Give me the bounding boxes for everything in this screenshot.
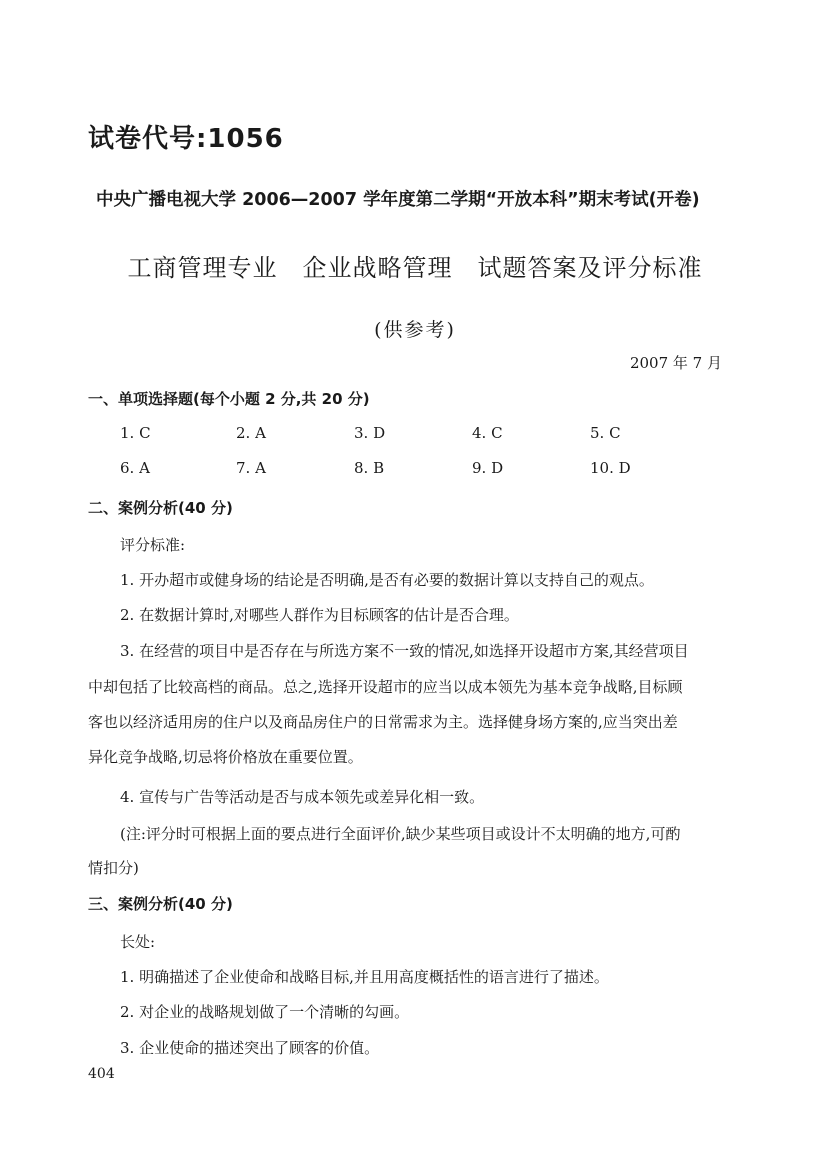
page-title: 工商管理专业 企业战略管理 试题答案及评分标准 bbox=[127, 254, 703, 282]
paragraph-line: 4. 宣传与广告等活动是否与成本领先或差异化相一致。 bbox=[120, 788, 485, 806]
section3-heading: 三、案例分析(40 分) bbox=[88, 895, 233, 913]
paragraph-line: 3. 在经营的项目中是否存在与所选方案不一致的情况,如选择开设超市方案,其经营项目 bbox=[120, 642, 689, 660]
paragraph-line: 1. 明确描述了企业使命和战略目标,并且用高度概括性的语言进行了描述。 bbox=[120, 968, 609, 986]
answer-item: 7. A bbox=[236, 459, 266, 477]
exam-title: 中央广播电视大学 2006—2007 学年度第二学期“开放本科”期末考试(开卷) bbox=[96, 190, 700, 210]
paragraph-line: 情扣分) bbox=[88, 859, 139, 877]
section2-heading: 二、案例分析(40 分) bbox=[88, 499, 233, 517]
answer-item: 10. D bbox=[590, 459, 631, 477]
answer-item: 1. C bbox=[120, 424, 151, 442]
paragraph-line: 评分标准: bbox=[120, 536, 186, 554]
answer-item: 8. B bbox=[354, 459, 385, 477]
exam-code: 试卷代号:1056 bbox=[88, 124, 284, 154]
paragraph-line: 长处: bbox=[120, 933, 156, 951]
paragraph-line: 3. 企业使命的描述突出了顾客的价值。 bbox=[120, 1039, 380, 1057]
answer-item: 4. C bbox=[472, 424, 503, 442]
paragraph-line: (注:评分时可根据上面的要点进行全面评价,缺少某些项目或设计不太明确的地方,可酌 bbox=[120, 825, 681, 843]
answer-item: 6. A bbox=[120, 459, 150, 477]
paragraph-line: 异化竞争战略,切忌将价格放在重要位置。 bbox=[88, 748, 363, 766]
answer-item: 2. A bbox=[236, 424, 266, 442]
paragraph-line: 中却包括了比较高档的商品。总之,选择开设超市的应当以成本领先为基本竞争战略,目标顾 bbox=[88, 678, 683, 696]
answer-item: 9. D bbox=[472, 459, 504, 477]
answer-item: 5. C bbox=[590, 424, 621, 442]
paragraph-line: 1. 开办超市或健身场的结论是否明确,是否有必要的数据计算以支持自己的观点。 bbox=[120, 571, 654, 589]
section1-heading: 一、单项选择题(每个小题 2 分,共 20 分) bbox=[88, 390, 370, 408]
paragraph-line: 2. 对企业的战略规划做了一个清晰的勾画。 bbox=[120, 1003, 410, 1021]
answer-item: 3. D bbox=[354, 424, 386, 442]
paragraph-line: 2. 在数据计算时,对哪些人群作为目标顾客的估计是否合理。 bbox=[120, 606, 519, 624]
paragraph-line: 客也以经济适用房的住户以及商品房住户的日常需求为主。选择健身场方案的,应当突出差 bbox=[88, 713, 678, 731]
page-number: 404 bbox=[88, 1066, 115, 1082]
subtitle: (供参考) bbox=[374, 319, 456, 341]
exam-date: 2007 年 7 月 bbox=[629, 354, 722, 372]
